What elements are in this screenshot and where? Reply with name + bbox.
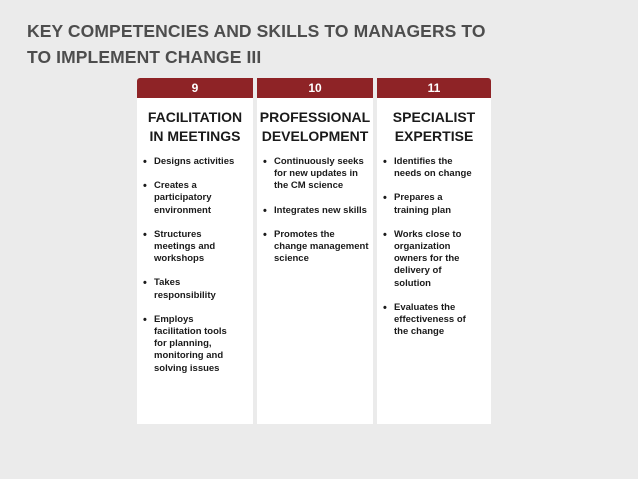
list-item-text: • Continuously seeks	[274, 156, 364, 167]
bullet-list	[143, 156, 249, 387]
list-item-text: for new updates in	[274, 168, 358, 180]
list-item	[263, 205, 369, 217]
list-item-text: meetings and	[154, 241, 216, 253]
list-item-text: responsibility	[154, 289, 216, 301]
column-body	[257, 98, 373, 424]
list-item-text: • Prepares a	[394, 192, 443, 204]
list-item	[263, 229, 369, 266]
list-item-text: • Promotes the	[274, 228, 335, 240]
list-item-text: training plan	[394, 204, 451, 216]
bullet-list	[263, 156, 369, 277]
column-heading-line: IN MEETINGS	[149, 128, 241, 144]
list-item-text: change management	[274, 241, 369, 253]
list-item-text: for planning,	[154, 338, 212, 350]
column-heading-line: FACILITATION	[147, 109, 243, 125]
list-item-text: environment	[154, 204, 212, 216]
list-item-text: delivery of	[394, 265, 442, 277]
list-item-text: solution	[394, 277, 431, 289]
list-item	[383, 229, 487, 290]
list-item-text: • Integrates new skills	[274, 204, 367, 216]
column-heading-line: EXPERTISE	[394, 128, 474, 144]
list-item	[143, 314, 249, 375]
list-item-text: • Designs activities	[154, 156, 235, 167]
column-heading-line: SPECIALIST	[392, 109, 476, 125]
list-item-text: • Takes	[154, 277, 181, 289]
list-item-text: • Evaluates the	[394, 301, 456, 313]
slide-title	[27, 18, 627, 70]
list-item	[383, 156, 487, 180]
bullet-list	[383, 156, 487, 350]
list-item-text: workshops	[154, 253, 205, 265]
list-item-text: • Identifies the	[394, 156, 453, 167]
competency-board	[137, 78, 491, 426]
list-item	[143, 156, 249, 168]
column-heading	[377, 108, 491, 146]
column-heading-line: DEVELOPMENT	[261, 128, 369, 144]
column-heading	[137, 108, 253, 146]
list-item-text: science	[274, 253, 309, 265]
list-item-text: solving issues	[154, 362, 220, 374]
column-body	[377, 98, 491, 424]
list-item	[383, 192, 487, 216]
list-item-text: • Works close to	[394, 228, 462, 240]
column-specialist-expertise	[377, 78, 491, 479]
column-heading	[257, 108, 373, 146]
list-item-text: monitoring and	[154, 350, 224, 362]
list-item-text: owners for the	[394, 253, 460, 265]
list-item-text: • Creates a	[154, 180, 197, 192]
slide-title-line-1: KEY COMPETENCIES AND SKILLS TO MANAGERS TO	[27, 21, 486, 41]
slide-title-line-2: TO IMPLEMENT CHANGE III	[27, 47, 262, 67]
list-item	[143, 277, 249, 301]
list-item	[143, 180, 249, 217]
list-item	[143, 229, 249, 266]
column-professional-development	[257, 78, 373, 479]
column-facilitation	[137, 78, 253, 479]
column-number: 10	[308, 81, 322, 95]
list-item-text: • Employs	[154, 313, 194, 325]
list-item-text: the CM science	[274, 180, 344, 192]
list-item-text: needs on change	[394, 168, 472, 180]
list-item-text: • Structures	[154, 228, 202, 240]
column-heading-line: PROFESSIONAL	[259, 109, 371, 125]
list-item-text: participatory	[154, 192, 212, 204]
list-item-text: organization	[394, 241, 451, 253]
list-item	[263, 156, 369, 193]
list-item-text: the change	[394, 326, 445, 338]
column-number: 11	[427, 81, 441, 95]
list-item-text: effectiveness of	[394, 314, 466, 326]
list-item-text: facilitation tools	[154, 326, 227, 338]
column-number: 9	[191, 81, 199, 95]
column-body	[137, 98, 253, 424]
list-item	[383, 302, 487, 339]
